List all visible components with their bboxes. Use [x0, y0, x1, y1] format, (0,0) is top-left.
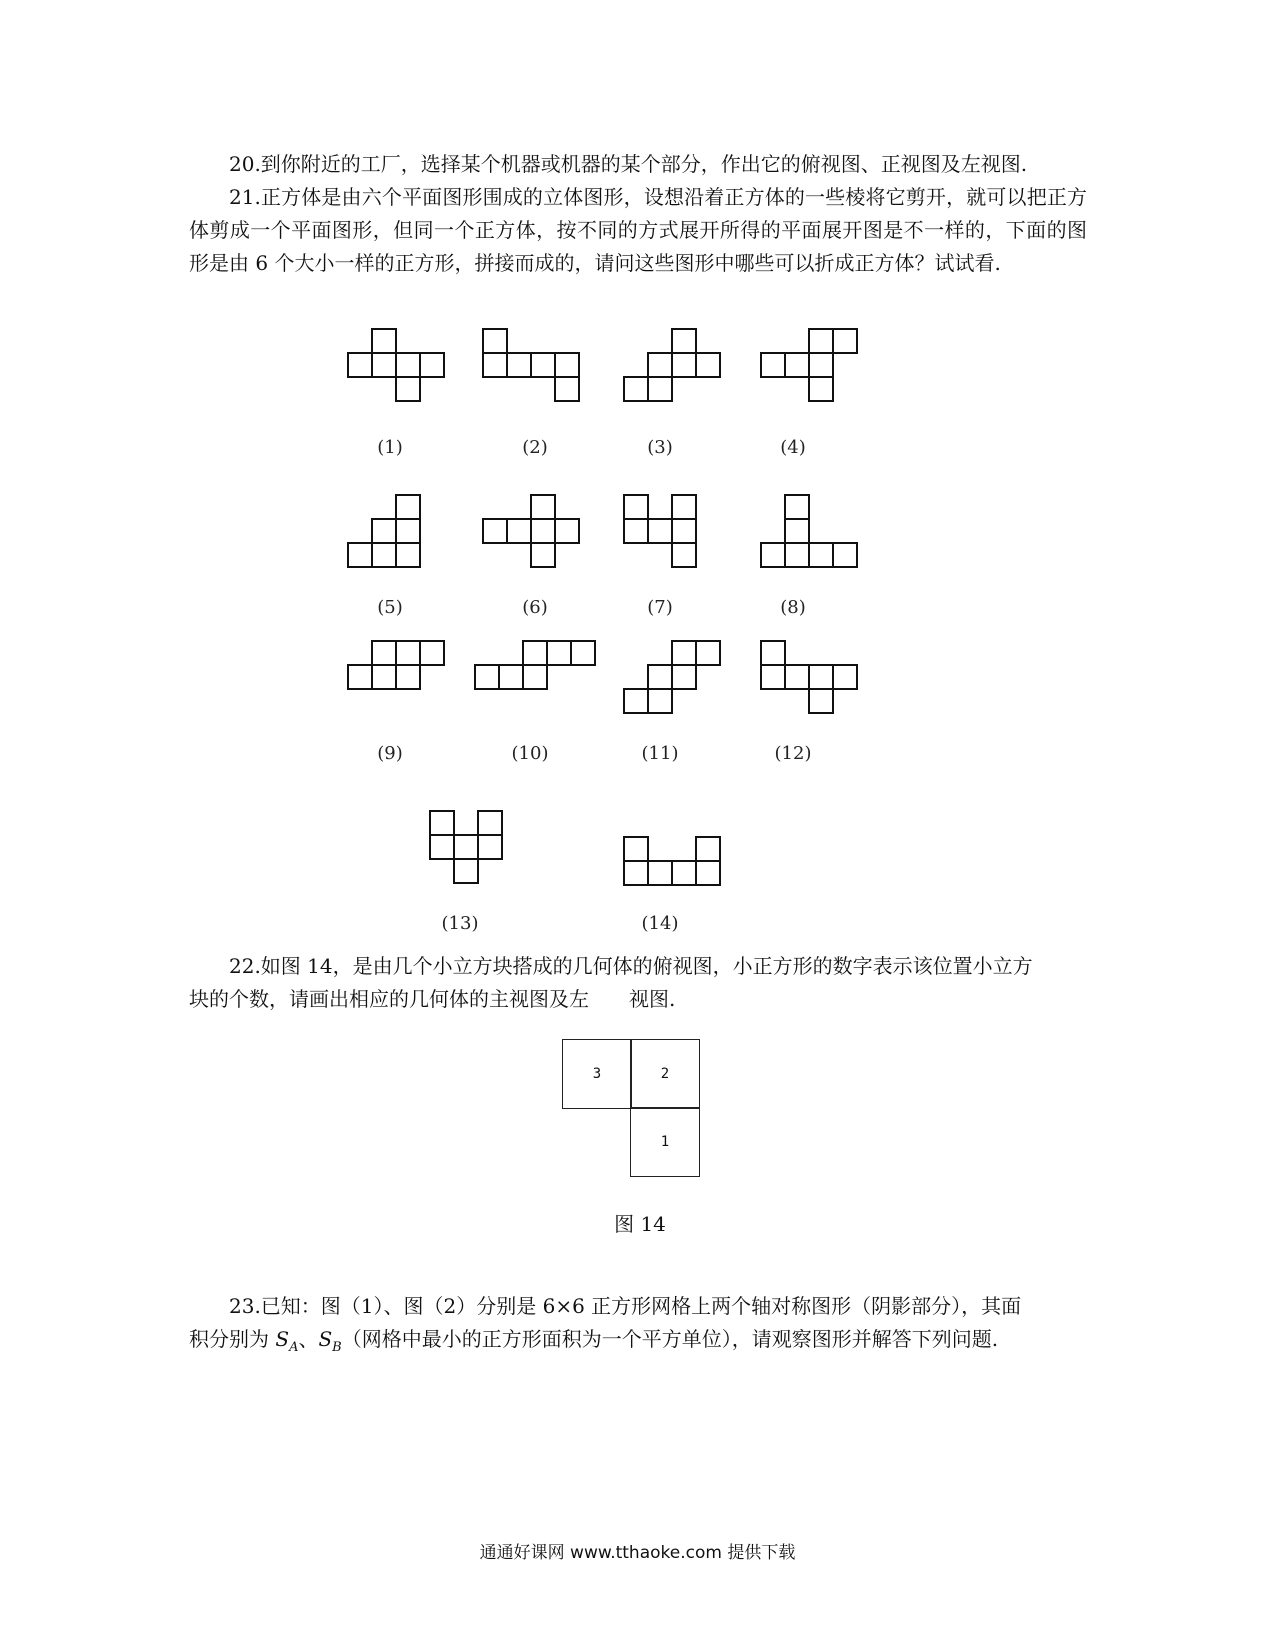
net-square: [760, 640, 786, 666]
net-square: [647, 352, 673, 378]
footer-download-note: 通通好课网 www.tthaoke.com 提供下载: [479, 1543, 796, 1563]
net-square: [623, 494, 649, 520]
net-square: [695, 860, 721, 886]
net-square: [482, 328, 508, 354]
net-square: [477, 810, 503, 836]
net-square: [522, 664, 548, 690]
net-square: [371, 542, 397, 568]
cube-net-label: (8): [780, 597, 806, 618]
cube-net-label: (5): [377, 597, 403, 618]
net-square: [695, 640, 721, 666]
figure-14-caption: 图 14: [614, 1212, 666, 1236]
net-square: [371, 352, 397, 378]
question-22-line2: 块的个数，请画出相应的几何体的主视图及左 视图.: [189, 987, 676, 1011]
cube-net-label: (10): [511, 743, 549, 764]
fig14-cell-value: 1: [660, 1134, 670, 1150]
net-square: [477, 834, 503, 860]
cube-net-label: (1): [377, 437, 403, 458]
net-square: [623, 518, 649, 544]
net-square: [647, 664, 673, 690]
net-square: [671, 860, 697, 886]
net-square: [371, 640, 397, 666]
net-square: [623, 836, 649, 862]
question-22-line1: 22.如图 14，是由几个小立方块搭成的几何体的俯视图，小正方形的数字表示该位置小立方: [229, 954, 1033, 978]
net-square: [623, 688, 649, 714]
question-20: 20.到你附近的工厂，选择某个机器或机器的某个部分，作出它的俯视图、正视图及左视图.: [229, 152, 1028, 176]
net-square: [554, 376, 580, 402]
net-square: [429, 810, 455, 836]
net-square: [371, 328, 397, 354]
cube-net-label: (2): [522, 437, 548, 458]
net-square: [695, 836, 721, 862]
net-square: [347, 664, 373, 690]
q23-rest: （网格中最小的正方形面积为一个平方单位），请观察图形并解答下列问题.: [341, 1327, 999, 1351]
cube-net-label: (9): [377, 743, 403, 764]
net-square: [623, 860, 649, 886]
question-20-21: [189, 148, 1087, 280]
figure-14-top-view: [562, 1039, 702, 1179]
net-square: [760, 352, 786, 378]
cube-net-label: (13): [441, 913, 479, 934]
net-square: [671, 542, 697, 568]
net-square: [522, 640, 548, 666]
net-square: [554, 518, 580, 544]
net-square: [530, 352, 556, 378]
question-23-line2: [189, 1323, 1087, 1364]
net-square: [570, 640, 596, 666]
net-square: [808, 688, 834, 714]
net-square: [784, 352, 810, 378]
net-square: [419, 352, 445, 378]
net-square: [832, 664, 858, 690]
net-square: [671, 328, 697, 354]
net-square: [671, 664, 697, 690]
net-square: [395, 518, 421, 544]
net-square: [671, 518, 697, 544]
net-square: [808, 352, 834, 378]
net-square: [453, 858, 479, 884]
net-square: [371, 518, 397, 544]
net-square: [671, 352, 697, 378]
net-square: [530, 542, 556, 568]
cube-net-label: (3): [647, 437, 673, 458]
net-square: [429, 834, 455, 860]
net-square: [419, 640, 445, 666]
net-square: [832, 328, 858, 354]
net-square: [530, 518, 556, 544]
cube-net-label: (7): [647, 597, 673, 618]
q23-sa-sub: A: [289, 1340, 299, 1355]
net-square: [546, 640, 572, 666]
net-square: [395, 664, 421, 690]
q23-sb-sub: B: [332, 1340, 342, 1355]
net-square: [760, 542, 786, 568]
net-square: [453, 834, 479, 860]
net-square: [482, 352, 508, 378]
net-square: [371, 664, 397, 690]
q23-prefix: 积分别为: [189, 1327, 276, 1351]
net-square: [760, 664, 786, 690]
net-square: [671, 640, 697, 666]
net-square: [395, 640, 421, 666]
net-square: [395, 542, 421, 568]
net-square: [647, 376, 673, 402]
q23-sb: S: [318, 1327, 333, 1351]
net-square: [623, 376, 649, 402]
net-square: [395, 494, 421, 520]
net-square: [808, 542, 834, 568]
q23-sep: 、: [298, 1327, 319, 1351]
cube-net-label: (14): [641, 913, 679, 934]
q23-sa: S: [275, 1327, 290, 1351]
fig14-cell-bottom: [630, 1107, 700, 1177]
question-23: [189, 1290, 1087, 1364]
fig14-cell-value: 2: [660, 1066, 670, 1082]
net-square: [784, 518, 810, 544]
fig14-cell-left: [562, 1039, 632, 1109]
fig14-cell-value: 3: [592, 1066, 602, 1082]
cube-net-label: (6): [522, 597, 548, 618]
net-square: [784, 494, 810, 520]
net-square: [347, 352, 373, 378]
net-square: [395, 352, 421, 378]
cube-net-label: (11): [641, 743, 679, 764]
question-23-line1: 23.已知：图（1）、图（2）分别是 6×6 正方形网格上两个轴对称图形（阴影部分），其面: [229, 1294, 1022, 1318]
net-square: [784, 542, 810, 568]
net-square: [647, 518, 673, 544]
net-square: [474, 664, 500, 690]
net-square: [784, 664, 810, 690]
cube-net-label: (12): [774, 743, 812, 764]
net-square: [832, 542, 858, 568]
net-square: [808, 376, 834, 402]
cube-net-label: (4): [780, 437, 806, 458]
net-square: [506, 352, 532, 378]
question-21: 21.正方体是由六个平面图形围成的立体图形，设想沿着正方体的一些棱将它剪开，就可以把正方体剪成一个平面图形，但同一个正方体，按不同的方式展开所得的平面展开图是不一样的，下面的图形是由 6 个大小一样的正方形，拼接而成的，请问这些图形中哪些可以折成正方体？试试看.: [189, 185, 1087, 275]
net-square: [808, 328, 834, 354]
net-square: [671, 494, 697, 520]
fig14-cell-right: [630, 1039, 700, 1109]
net-square: [498, 664, 524, 690]
net-square: [395, 376, 421, 402]
question-22: [189, 950, 1087, 1016]
net-square: [554, 352, 580, 378]
net-square: [647, 688, 673, 714]
net-square: [647, 860, 673, 886]
net-square: [506, 518, 532, 544]
net-square: [695, 352, 721, 378]
net-square: [482, 518, 508, 544]
net-square: [808, 664, 834, 690]
net-square: [347, 542, 373, 568]
net-square: [530, 494, 556, 520]
